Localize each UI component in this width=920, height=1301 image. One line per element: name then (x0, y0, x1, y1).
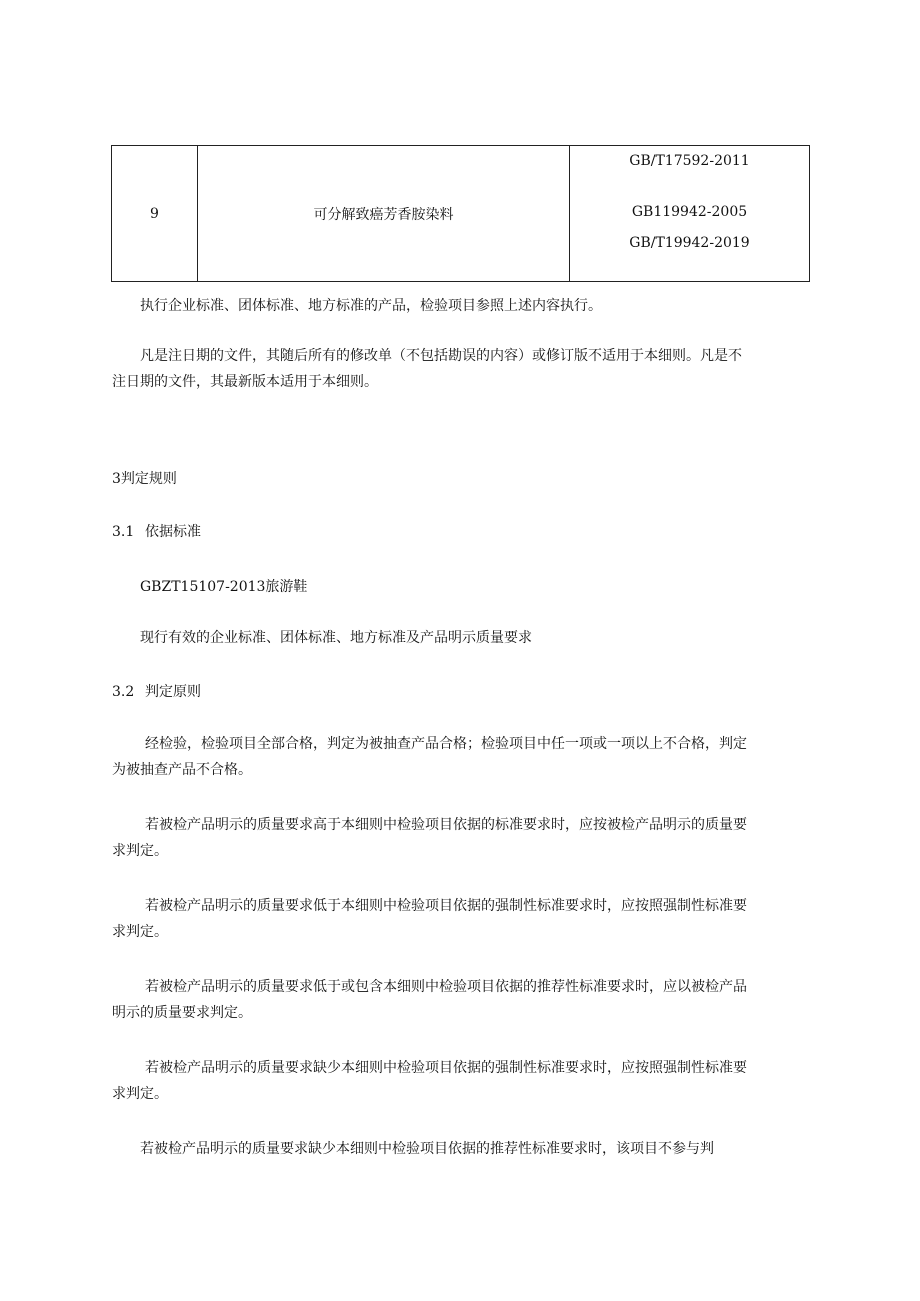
paragraph-line: 注日期的文件，其最新版本适用于本细则。 (112, 374, 378, 390)
paragraph-line: 求判定。 (112, 924, 168, 940)
paragraph-line: 明示的质量要求判定。 (112, 1005, 252, 1021)
paragraph-line: 若被检产品明示的质量要求缺少本细则中检验项目依据的推荐性标准要求时，该项目不参与判 (140, 1141, 714, 1157)
paragraph-line: 求判定。 (112, 843, 168, 859)
subsection-title: 依据标准 (145, 524, 201, 540)
standard-code: GB/T19942-2019 (629, 235, 750, 251)
section-heading: 3判定规则 (112, 471, 177, 487)
standard-code: GB119942-2005 (631, 204, 748, 220)
list-item: 现行有效的企业标准、团体标准、地方标准及产品明示质量要求 (140, 630, 532, 646)
paragraph: 执行企业标准、团体标准、地方标准的产品，检验项目参照上述内容执行。 (140, 298, 602, 314)
standards-cell (570, 146, 810, 282)
paragraph-line: 若被检产品明示的质量要求高于本细则中检验项目依据的标准要求时，应按被检产品明示的质量要 (145, 817, 747, 833)
subsection-title: 判定原则 (145, 684, 201, 700)
standards-table (111, 145, 810, 282)
paragraph-line: 若被检产品明示的质量要求低于本细则中检验项目依据的强制性标准要求时，应按照强制性标准要 (145, 898, 747, 914)
table-row (112, 146, 810, 282)
paragraph-line: 为被抽查产品不合格。 (112, 762, 252, 778)
standard-code: GB/T17592-2011 (629, 153, 750, 169)
paragraph-line: 凡是注日期的文件，其随后所有的修改单（不包括勘误的内容）或修订版不适用于本细则。凡是不 (140, 348, 742, 364)
row-number: 9 (112, 146, 198, 282)
paragraph-line: 求判定。 (112, 1086, 168, 1102)
paragraph-line: 经检验，检验项目全部合格，判定为被抽查产品合格；检验项目中任一项或一项以上不合格，判定 (145, 736, 747, 752)
inspection-item: 可分解致癌芳香胺染料 (198, 146, 570, 282)
paragraph-line: 若被检产品明示的质量要求缺少本细则中检验项目依据的强制性标准要求时，应按照强制性标准要 (145, 1060, 747, 1076)
paragraph-line: 若被检产品明示的质量要求低于或包含本细则中检验项目依据的推荐性标准要求时，应以被检产品 (145, 979, 747, 995)
subsection-number: 3.2 (112, 684, 135, 700)
subsection-number: 3.1 (112, 524, 135, 540)
list-item: GBZT15107-2013旅游鞋 (140, 579, 308, 595)
